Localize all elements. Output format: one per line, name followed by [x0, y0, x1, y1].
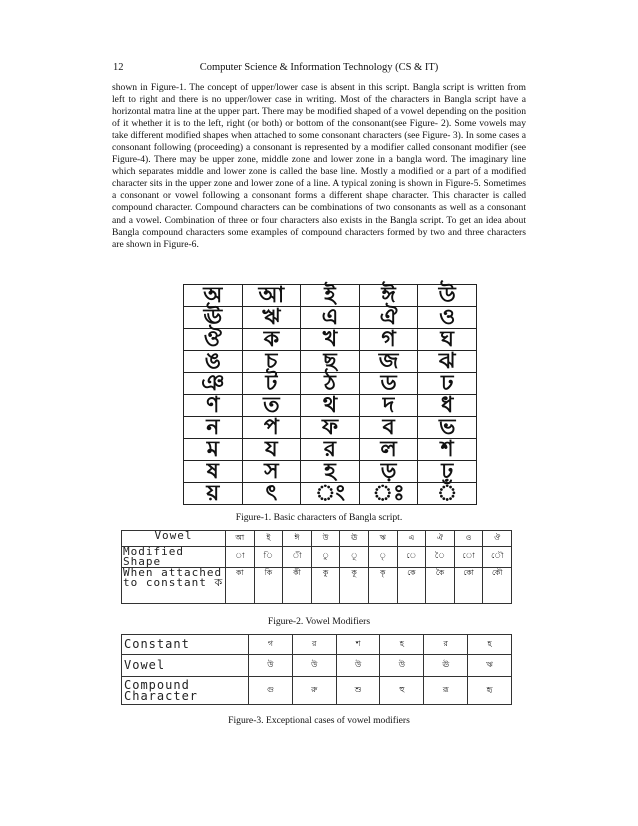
table-cell: কূ	[340, 568, 369, 604]
table-cell: শু	[336, 677, 380, 705]
table-cell: হ	[380, 635, 424, 655]
row-label: Vowel	[122, 531, 226, 547]
table-cell: ঢ	[418, 373, 477, 395]
table-cell: ঊ	[340, 531, 369, 547]
table-cell: ঁ	[418, 483, 477, 505]
table-cell: ে	[397, 547, 426, 568]
table-cell: ৌ	[483, 547, 512, 568]
table-cell: ঊ	[424, 655, 468, 677]
table-cell: শ	[418, 439, 477, 461]
table-cell: কী	[283, 568, 312, 604]
table-cell: ু	[311, 547, 340, 568]
table-cell: খ	[301, 329, 360, 351]
table-cell: ঔ	[483, 531, 512, 547]
table-row	[184, 461, 477, 483]
table-cell: া	[226, 547, 255, 568]
table-row	[184, 417, 477, 439]
table-cell: রু	[292, 677, 336, 705]
table-row	[122, 677, 512, 705]
table-cell: ফ	[301, 417, 360, 439]
table-row	[184, 351, 477, 373]
figure-2-table	[121, 530, 512, 604]
table-cell: ষ	[184, 461, 243, 483]
table-row	[184, 483, 477, 505]
table-row	[122, 635, 512, 655]
table-cell: দ	[359, 395, 418, 417]
table-cell: আ	[226, 531, 255, 547]
running-head: Computer Science & Information Technology (CS & IT)	[199, 62, 439, 73]
table-row	[122, 547, 512, 568]
row-label: Constant	[122, 635, 249, 655]
table-row	[184, 307, 477, 329]
table-cell: অ	[184, 285, 243, 307]
table-cell: ও	[454, 531, 483, 547]
table-cell: ত	[242, 395, 301, 417]
table-cell: ঢ়	[418, 461, 477, 483]
table-cell: ন	[184, 417, 243, 439]
table-cell: ৈ	[426, 547, 455, 568]
table-cell: ভ	[418, 417, 477, 439]
table-cell: ড	[359, 373, 418, 395]
table-cell: ড়	[359, 461, 418, 483]
table-cell: কৌ	[483, 568, 512, 604]
table-row	[184, 285, 477, 307]
table-row	[184, 395, 477, 417]
table-cell: ঈ	[283, 531, 312, 547]
table-cell: কৈ	[426, 568, 455, 604]
table-cell: হৃ	[468, 677, 512, 705]
table-cell: স	[242, 461, 301, 483]
table-cell: থ	[301, 395, 360, 417]
figure-3-table	[121, 634, 512, 705]
table-cell: ো	[454, 547, 483, 568]
table-cell: উ	[418, 285, 477, 307]
row-label: When attached to constant ক	[122, 568, 226, 604]
table-cell: ঋ	[468, 655, 512, 677]
table-cell: ং	[301, 483, 360, 505]
table-cell: ঠ	[301, 373, 360, 395]
table-cell: ী	[283, 547, 312, 568]
table-cell: র	[424, 635, 468, 655]
table-cell: ক	[242, 329, 301, 351]
table-cell: হু	[380, 677, 424, 705]
table-cell: গ	[359, 329, 418, 351]
figure-2-caption: Figure-2. Vowel Modifiers	[267, 616, 371, 627]
table-cell: ঝ	[418, 351, 477, 373]
table-cell: ূ	[340, 547, 369, 568]
row-label: Compound Character	[122, 677, 249, 705]
table-cell: র	[292, 635, 336, 655]
table-cell: ঐ	[426, 531, 455, 547]
table-cell: কি	[254, 568, 283, 604]
table-cell: রূ	[424, 677, 468, 705]
table-cell: ঐ	[359, 307, 418, 329]
table-cell: এ	[397, 531, 426, 547]
table-cell: উ	[249, 655, 293, 677]
table-cell: কু	[311, 568, 340, 604]
table-cell: উ	[311, 531, 340, 547]
table-cell: ি	[254, 547, 283, 568]
table-cell: ই	[301, 285, 360, 307]
table-row	[184, 373, 477, 395]
table-cell: ও	[418, 307, 477, 329]
table-cell: ণ	[184, 395, 243, 417]
page-number: 12	[113, 62, 124, 73]
table-cell: ঈ	[359, 285, 418, 307]
figure-1-table	[183, 284, 477, 505]
table-row	[122, 655, 512, 677]
table-cell: ঋ	[368, 531, 397, 547]
table-row	[122, 568, 512, 604]
figure-3-caption: Figure-3. Exceptional cases of vowel modifiers	[228, 715, 410, 726]
table-cell: ঋ	[242, 307, 301, 329]
table-cell: হ	[468, 635, 512, 655]
table-cell: এ	[301, 307, 360, 329]
table-cell: প	[242, 417, 301, 439]
table-cell: জ	[359, 351, 418, 373]
figure-1-caption: Figure-1. Basic characters of Bangla script.	[235, 512, 403, 523]
table-cell: ৃ	[368, 547, 397, 568]
table-cell: ম	[184, 439, 243, 461]
table-cell: কৃ	[368, 568, 397, 604]
table-cell: শ	[336, 635, 380, 655]
table-cell: ধ	[418, 395, 477, 417]
table-cell: হ	[301, 461, 360, 483]
table-cell: ই	[254, 531, 283, 547]
table-cell: ঞ	[184, 373, 243, 395]
table-cell: গু	[249, 677, 293, 705]
table-cell: উ	[336, 655, 380, 677]
table-cell: ল	[359, 439, 418, 461]
table-cell: গ	[249, 635, 293, 655]
table-cell: কা	[226, 568, 255, 604]
table-cell: ট	[242, 373, 301, 395]
table-cell: য	[242, 439, 301, 461]
table-cell: ছ	[301, 351, 360, 373]
table-row	[184, 329, 477, 351]
table-cell: ব	[359, 417, 418, 439]
table-cell: কো	[454, 568, 483, 604]
table-cell: কে	[397, 568, 426, 604]
table-cell: ঊ	[184, 307, 243, 329]
body-paragraph: shown in Figure-1. The concept of upper/lower case is absent in this script. Bangla script is written from left to right and there is no upper/lower case in writing. Most of the characters in Bangla script have a horizontal matra line at the upper part. There may be modified shaped of a vowel depending on the position of it whether it is to the left, right (or both) or bottom of the consonant(see Figure- 2). Some vowels may take different modified shapes when attached to some consonant characters (see Figure- 3). In some cases a consonant following (proceeding) a consonant is represented by a modifier called consonant modifier (see Figure-4). There may be upper zone, middle zone and lower zone in a bangla word. The imaginary line which separates middle and lower zone is called the base line. Mostly a modified or a part of a modified character sits in the upper zone and lower zone of a line. A typical zoning is shown in Figure-5. Sometimes a consonant or vowel following a consonant forms a different shape character. This character is called compound character. Compound characters can be combinations of two consonants as well as a consonant and a vowel. Combination of three or four characters also exists in the Bangla script. To get an idea about Bangla compound characters some examples of compound characters formed by two and three characters are shown in Figure-6.	[112, 82, 526, 250]
table-cell: আ	[242, 285, 301, 307]
table-cell: চ	[242, 351, 301, 373]
table-cell: ঙ	[184, 351, 243, 373]
table-cell: র	[301, 439, 360, 461]
table-cell: য়	[184, 483, 243, 505]
table-cell: ঔ	[184, 329, 243, 351]
table-cell: ৎ	[242, 483, 301, 505]
row-label: Modified Shape	[122, 547, 226, 568]
table-cell: উ	[292, 655, 336, 677]
row-label: Vowel	[122, 655, 249, 677]
table-cell: ঃ	[359, 483, 418, 505]
table-cell: উ	[380, 655, 424, 677]
table-row	[184, 439, 477, 461]
table-cell: ঘ	[418, 329, 477, 351]
